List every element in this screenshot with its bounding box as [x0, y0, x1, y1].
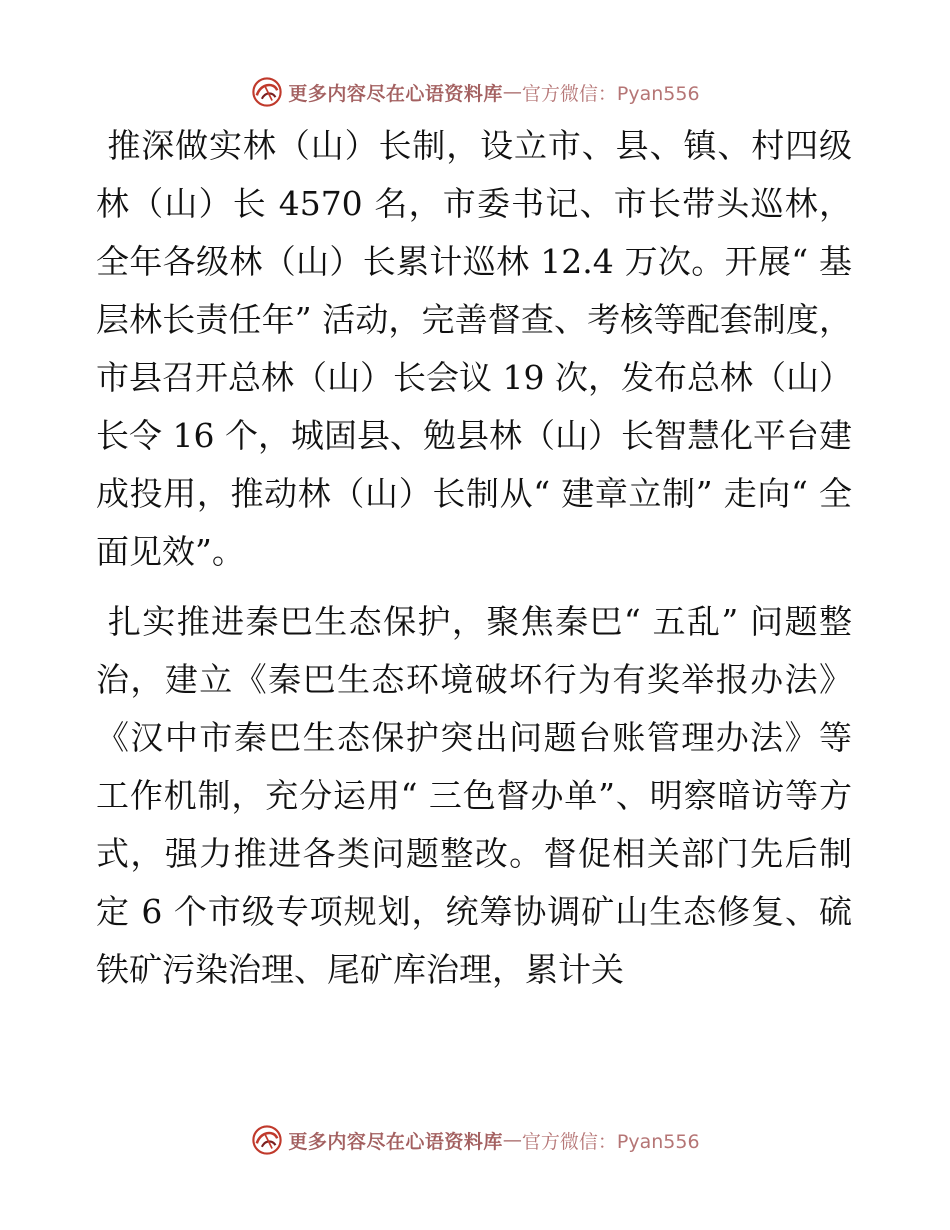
watermark-brand-text: 更多内容尽在心语资料库 [288, 1130, 503, 1153]
watermark-separator: — [502, 81, 522, 103]
header-watermark-banner [0, 72, 950, 112]
paragraph-forest-chief-system: 推深做实林（山）长制，设立市、县、镇、村四级林（山）长 4570 名，市委书记、市长带头巡林，全年各级林（山）长累计巡林 12.4 万次。开展“ 基层林长责任年” 活动，完善督查、考核等配套制度，市县召开总林（山）长会议 19 次，发布总林（山）长令 16 个，城固县、勉县林（山）长智慧化平台建成投用，推动林（山）长制从“ 建章立制” 走向“ 全面见效”。 [96, 126, 853, 571]
watermark-brand-text: 更多内容尽在心语资料库 [288, 82, 503, 105]
watermark-wechat-text: 官方微信：Pyan556 [521, 82, 700, 105]
paragraph-qinba-ecology-protection: 扎实推进秦巴生态保护，聚焦秦巴“ 五乱” 问题整治，建立《秦巴生态环境破坏行为有奖举报办法》《汉中市秦巴生态保护突出问题台账管理办法》等工作机制，充分运用“ 三色督办单”、明察暗访等方式，强力推进各类问题整改。督促相关部门先后制定 6 个市级专项规划，统筹协调矿山生态修复、硫铁矿污染治理、尾矿库治理，累计关 [96, 602, 852, 989]
red-swirl-logo-icon [250, 75, 284, 109]
document-body [96, 117, 852, 999]
red-swirl-logo-icon [250, 1123, 284, 1157]
footer-watermark-banner [0, 1120, 950, 1160]
watermark-wechat-text: 官方微信：Pyan556 [521, 1130, 700, 1153]
watermark-separator: — [502, 1129, 522, 1151]
